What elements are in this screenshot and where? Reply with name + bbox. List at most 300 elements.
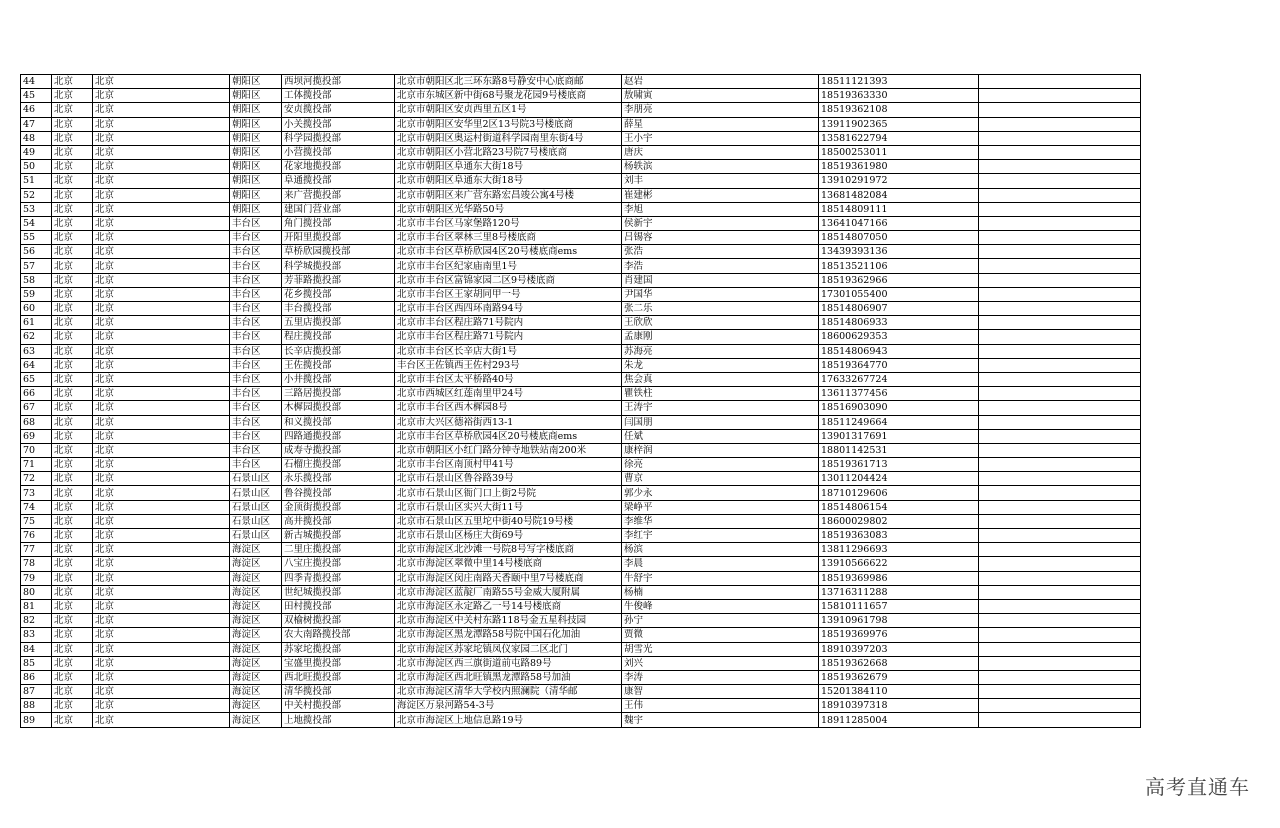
station-cell: 芳菲路揽投部	[282, 273, 395, 287]
phone-cell: 13811296693	[819, 543, 979, 557]
table-row	[21, 699, 1141, 713]
city-cell: 北京	[93, 302, 230, 316]
phone-cell: 18801142531	[819, 443, 979, 457]
province-cell: 北京	[52, 401, 93, 415]
province-cell: 北京	[52, 117, 93, 131]
district-cell: 海淀区	[230, 599, 282, 613]
table-row	[21, 372, 1141, 386]
contact-cell: 李维华	[622, 514, 819, 528]
address-cell: 北京市朝阳区北三环东路8号静安中心底商邮	[395, 75, 622, 89]
row-number-cell: 55	[21, 231, 52, 245]
row-number-cell: 50	[21, 160, 52, 174]
address-cell: 北京市大兴区德裕街西13-1	[395, 415, 622, 429]
district-cell: 石景山区	[230, 514, 282, 528]
station-cell: 和义揽投部	[282, 415, 395, 429]
district-cell: 朝阳区	[230, 75, 282, 89]
table-row	[21, 75, 1141, 89]
table-row	[21, 103, 1141, 117]
city-cell: 北京	[93, 415, 230, 429]
city-cell: 北京	[93, 330, 230, 344]
city-cell: 北京	[93, 231, 230, 245]
row-number-cell: 87	[21, 685, 52, 699]
phone-cell: 13681482084	[819, 188, 979, 202]
row-number-cell: 81	[21, 599, 52, 613]
city-cell: 北京	[93, 614, 230, 628]
row-number-cell: 79	[21, 571, 52, 585]
contact-cell: 王伟	[622, 699, 819, 713]
row-number-cell: 85	[21, 656, 52, 670]
table-row	[21, 216, 1141, 230]
contact-cell: 杨楠	[622, 585, 819, 599]
note-cell	[979, 145, 1141, 159]
phone-cell: 18516903090	[819, 401, 979, 415]
contact-cell: 郭少永	[622, 486, 819, 500]
address-cell: 北京市海淀区上地信息路19号	[395, 713, 622, 727]
province-cell: 北京	[52, 160, 93, 174]
province-cell: 北京	[52, 344, 93, 358]
contact-cell: 侯新宇	[622, 216, 819, 230]
address-cell: 北京市石景山区杨庄大街69号	[395, 529, 622, 543]
phone-cell: 18911285004	[819, 713, 979, 727]
note-cell	[979, 656, 1141, 670]
row-number-cell: 76	[21, 529, 52, 543]
district-cell: 石景山区	[230, 472, 282, 486]
address-cell: 北京市朝阳区光华路50号	[395, 202, 622, 216]
phone-cell: 17633267724	[819, 372, 979, 386]
row-number-cell: 59	[21, 287, 52, 301]
contact-cell: 王涛宇	[622, 401, 819, 415]
station-cell: 开阳里揽投部	[282, 231, 395, 245]
address-cell: 北京市海淀区永定路乙一号14号楼底商	[395, 599, 622, 613]
contact-cell: 胡雪光	[622, 642, 819, 656]
row-number-cell: 71	[21, 458, 52, 472]
district-cell: 海淀区	[230, 642, 282, 656]
district-cell: 朝阳区	[230, 117, 282, 131]
address-cell: 北京市丰台区马家堡路120号	[395, 216, 622, 230]
address-cell: 北京市朝阳区奥运村街道科学园南里东街4号	[395, 131, 622, 145]
station-cell: 四季青揽投部	[282, 571, 395, 585]
row-number-cell: 53	[21, 202, 52, 216]
table-row	[21, 330, 1141, 344]
city-cell: 北京	[93, 372, 230, 386]
district-cell: 丰台区	[230, 302, 282, 316]
district-cell: 丰台区	[230, 216, 282, 230]
row-number-cell: 60	[21, 302, 52, 316]
table-row	[21, 529, 1141, 543]
note-cell	[979, 599, 1141, 613]
note-cell	[979, 514, 1141, 528]
address-cell: 北京市海淀区清华大学校内照澜院（清华邮	[395, 685, 622, 699]
district-cell: 丰台区	[230, 443, 282, 457]
phone-cell: 18519361713	[819, 458, 979, 472]
district-cell: 海淀区	[230, 585, 282, 599]
phone-cell: 18514806943	[819, 344, 979, 358]
note-cell	[979, 75, 1141, 89]
district-cell: 丰台区	[230, 358, 282, 372]
address-cell: 北京市海淀区蓝靛厂南路55号金威大厦附属	[395, 585, 622, 599]
district-cell: 丰台区	[230, 458, 282, 472]
table-row	[21, 599, 1141, 613]
row-number-cell: 89	[21, 713, 52, 727]
phone-cell: 17301055400	[819, 287, 979, 301]
phone-cell: 18511249664	[819, 415, 979, 429]
phone-cell: 13581622794	[819, 131, 979, 145]
note-cell	[979, 231, 1141, 245]
phone-cell: 13011204424	[819, 472, 979, 486]
district-cell: 朝阳区	[230, 188, 282, 202]
city-cell: 北京	[93, 358, 230, 372]
table-body	[21, 75, 1141, 728]
note-cell	[979, 344, 1141, 358]
phone-cell: 18513521106	[819, 259, 979, 273]
phone-cell: 18519363330	[819, 89, 979, 103]
province-cell: 北京	[52, 670, 93, 684]
phone-cell: 18519364770	[819, 358, 979, 372]
note-cell	[979, 685, 1141, 699]
district-cell: 朝阳区	[230, 89, 282, 103]
phone-cell: 18514806907	[819, 302, 979, 316]
district-cell: 丰台区	[230, 245, 282, 259]
contact-cell: 梁峥平	[622, 500, 819, 514]
note-cell	[979, 458, 1141, 472]
city-cell: 北京	[93, 585, 230, 599]
table-row	[21, 316, 1141, 330]
contact-cell: 康梓润	[622, 443, 819, 457]
city-cell: 北京	[93, 75, 230, 89]
province-cell: 北京	[52, 372, 93, 386]
address-cell: 北京市丰台区西木樨园8号	[395, 401, 622, 415]
contact-cell: 张浩	[622, 245, 819, 259]
note-cell	[979, 699, 1141, 713]
district-cell: 朝阳区	[230, 145, 282, 159]
station-cell: 石榴庄揽投部	[282, 458, 395, 472]
district-cell: 海淀区	[230, 557, 282, 571]
row-number-cell: 44	[21, 75, 52, 89]
province-cell: 北京	[52, 642, 93, 656]
contact-cell: 苏海亮	[622, 344, 819, 358]
contact-cell: 王小宇	[622, 131, 819, 145]
station-cell: 双榆树揽投部	[282, 614, 395, 628]
station-cell: 苏家坨揽投部	[282, 642, 395, 656]
phone-cell: 18519362668	[819, 656, 979, 670]
row-number-cell: 48	[21, 131, 52, 145]
province-cell: 北京	[52, 273, 93, 287]
contact-cell: 孟康刚	[622, 330, 819, 344]
address-cell: 北京市石景山区实兴大街11号	[395, 500, 622, 514]
district-cell: 丰台区	[230, 401, 282, 415]
note-cell	[979, 103, 1141, 117]
province-cell: 北京	[52, 529, 93, 543]
note-cell	[979, 614, 1141, 628]
city-cell: 北京	[93, 89, 230, 103]
station-cell: 金顶街揽投部	[282, 500, 395, 514]
city-cell: 北京	[93, 472, 230, 486]
station-cell: 角门揽投部	[282, 216, 395, 230]
city-cell: 北京	[93, 316, 230, 330]
station-cell: 工体揽投部	[282, 89, 395, 103]
address-cell: 北京市丰台区翠林三里8号楼底商	[395, 231, 622, 245]
contact-cell: 张二乐	[622, 302, 819, 316]
city-cell: 北京	[93, 642, 230, 656]
city-cell: 北京	[93, 458, 230, 472]
district-cell: 丰台区	[230, 387, 282, 401]
province-cell: 北京	[52, 500, 93, 514]
data-table	[20, 74, 1141, 728]
row-number-cell: 83	[21, 628, 52, 642]
phone-cell: 13611377456	[819, 387, 979, 401]
address-cell: 北京市丰台区王家胡同甲一号	[395, 287, 622, 301]
table-row	[21, 415, 1141, 429]
city-cell: 北京	[93, 699, 230, 713]
row-number-cell: 80	[21, 585, 52, 599]
contact-cell: 贾微	[622, 628, 819, 642]
province-cell: 北京	[52, 415, 93, 429]
station-cell: 永乐揽投部	[282, 472, 395, 486]
city-cell: 北京	[93, 245, 230, 259]
station-cell: 清华揽投部	[282, 685, 395, 699]
row-number-cell: 70	[21, 443, 52, 457]
table-row	[21, 202, 1141, 216]
contact-cell: 任斌	[622, 429, 819, 443]
station-cell: 西坝河揽投部	[282, 75, 395, 89]
address-cell: 北京市东城区新中街68号聚龙花园9号楼底商	[395, 89, 622, 103]
note-cell	[979, 429, 1141, 443]
note-cell	[979, 415, 1141, 429]
city-cell: 北京	[93, 273, 230, 287]
city-cell: 北京	[93, 287, 230, 301]
note-cell	[979, 216, 1141, 230]
table-row	[21, 656, 1141, 670]
note-cell	[979, 401, 1141, 415]
station-cell: 草桥欣园揽投部	[282, 245, 395, 259]
address-cell: 北京市石景山区衙门口上街2号院	[395, 486, 622, 500]
province-cell: 北京	[52, 458, 93, 472]
station-cell: 花家地揽投部	[282, 160, 395, 174]
address-cell: 北京市丰台区南顶村甲41号	[395, 458, 622, 472]
contact-cell: 闫国朋	[622, 415, 819, 429]
row-number-cell: 78	[21, 557, 52, 571]
row-number-cell: 65	[21, 372, 52, 386]
district-cell: 石景山区	[230, 500, 282, 514]
province-cell: 北京	[52, 656, 93, 670]
row-number-cell: 75	[21, 514, 52, 528]
city-cell: 北京	[93, 543, 230, 557]
city-cell: 北京	[93, 103, 230, 117]
phone-cell: 13439393136	[819, 245, 979, 259]
row-number-cell: 74	[21, 500, 52, 514]
address-cell: 北京市海淀区闵庄南路天香颐中里7号楼底商	[395, 571, 622, 585]
table-row	[21, 273, 1141, 287]
city-cell: 北京	[93, 117, 230, 131]
table-row	[21, 160, 1141, 174]
station-cell: 成寿寺揽投部	[282, 443, 395, 457]
district-cell: 丰台区	[230, 316, 282, 330]
city-cell: 北京	[93, 145, 230, 159]
district-cell: 海淀区	[230, 685, 282, 699]
note-cell	[979, 642, 1141, 656]
row-number-cell: 56	[21, 245, 52, 259]
table-row	[21, 188, 1141, 202]
note-cell	[979, 131, 1141, 145]
contact-cell: 曹京	[622, 472, 819, 486]
contact-cell: 李红宇	[622, 529, 819, 543]
city-cell: 北京	[93, 202, 230, 216]
city-cell: 北京	[93, 557, 230, 571]
row-number-cell: 86	[21, 670, 52, 684]
address-cell: 北京市丰台区西四环南路94号	[395, 302, 622, 316]
city-cell: 北京	[93, 514, 230, 528]
contact-cell: 徐亮	[622, 458, 819, 472]
contact-cell: 康智	[622, 685, 819, 699]
contact-cell: 尹国华	[622, 287, 819, 301]
note-cell	[979, 174, 1141, 188]
phone-cell: 18710129606	[819, 486, 979, 500]
phone-cell: 18519362679	[819, 670, 979, 684]
contact-cell: 刘丰	[622, 174, 819, 188]
table-row	[21, 642, 1141, 656]
table-row	[21, 401, 1141, 415]
province-cell: 北京	[52, 429, 93, 443]
station-cell: 中关村揽投部	[282, 699, 395, 713]
phone-cell: 13910961798	[819, 614, 979, 628]
province-cell: 北京	[52, 245, 93, 259]
note-cell	[979, 529, 1141, 543]
district-cell: 丰台区	[230, 415, 282, 429]
note-cell	[979, 500, 1141, 514]
province-cell: 北京	[52, 685, 93, 699]
row-number-cell: 57	[21, 259, 52, 273]
phone-cell: 18519363083	[819, 529, 979, 543]
row-number-cell: 46	[21, 103, 52, 117]
district-cell: 海淀区	[230, 713, 282, 727]
address-cell: 北京市丰台区程庄路71号院内	[395, 330, 622, 344]
province-cell: 北京	[52, 387, 93, 401]
note-cell	[979, 287, 1141, 301]
table-row	[21, 472, 1141, 486]
row-number-cell: 69	[21, 429, 52, 443]
address-cell: 北京市朝阳区阜通东大街18号	[395, 160, 622, 174]
station-cell: 木樨园揽投部	[282, 401, 395, 415]
address-cell: 北京市朝阳区小营北路23号院7号楼底商	[395, 145, 622, 159]
row-number-cell: 88	[21, 699, 52, 713]
row-number-cell: 68	[21, 415, 52, 429]
city-cell: 北京	[93, 188, 230, 202]
note-cell	[979, 330, 1141, 344]
note-cell	[979, 245, 1141, 259]
station-cell: 王佐揽投部	[282, 358, 395, 372]
district-cell: 丰台区	[230, 330, 282, 344]
row-number-cell: 58	[21, 273, 52, 287]
station-cell: 新古城揽投部	[282, 529, 395, 543]
table-row	[21, 245, 1141, 259]
row-number-cell: 66	[21, 387, 52, 401]
table-row	[21, 713, 1141, 727]
row-number-cell: 47	[21, 117, 52, 131]
row-number-cell: 54	[21, 216, 52, 230]
province-cell: 北京	[52, 557, 93, 571]
address-cell: 北京市海淀区西北旺镇黑龙潭路58号加油	[395, 670, 622, 684]
address-cell: 北京市朝阳区安华里2区13号院3号楼底商	[395, 117, 622, 131]
address-cell: 丰台区王佐镇西王佐村293号	[395, 358, 622, 372]
contact-cell: 李朋亮	[622, 103, 819, 117]
note-cell	[979, 302, 1141, 316]
city-cell: 北京	[93, 429, 230, 443]
station-cell: 来广营揽投部	[282, 188, 395, 202]
table-row	[21, 685, 1141, 699]
phone-cell: 18600629353	[819, 330, 979, 344]
province-cell: 北京	[52, 699, 93, 713]
table-row	[21, 571, 1141, 585]
note-cell	[979, 259, 1141, 273]
contact-cell: 王欣欣	[622, 316, 819, 330]
row-number-cell: 73	[21, 486, 52, 500]
province-cell: 北京	[52, 614, 93, 628]
station-cell: 花乡揽投部	[282, 287, 395, 301]
row-number-cell: 49	[21, 145, 52, 159]
phone-cell: 18519361980	[819, 160, 979, 174]
province-cell: 北京	[52, 571, 93, 585]
city-cell: 北京	[93, 628, 230, 642]
table-row	[21, 302, 1141, 316]
address-cell: 北京市朝阳区安贞西里五区1号	[395, 103, 622, 117]
contact-cell: 崔建彬	[622, 188, 819, 202]
watermark-text: 高考直通车	[1145, 775, 1250, 799]
address-cell: 北京市海淀区西三旗街道前屯路89号	[395, 656, 622, 670]
contact-cell: 李浩	[622, 259, 819, 273]
city-cell: 北京	[93, 529, 230, 543]
city-cell: 北京	[93, 259, 230, 273]
province-cell: 北京	[52, 231, 93, 245]
address-cell: 北京市海淀区中关村东路118号金五星科技园	[395, 614, 622, 628]
address-cell: 北京市海淀区北沙滩一号院8号写字楼底商	[395, 543, 622, 557]
station-cell: 长辛店揽投部	[282, 344, 395, 358]
contact-cell: 薛星	[622, 117, 819, 131]
table-row	[21, 89, 1141, 103]
table-row	[21, 231, 1141, 245]
district-cell: 海淀区	[230, 699, 282, 713]
province-cell: 北京	[52, 145, 93, 159]
phone-cell: 18500253011	[819, 145, 979, 159]
contact-cell: 敖啸寅	[622, 89, 819, 103]
city-cell: 北京	[93, 131, 230, 145]
province-cell: 北京	[52, 316, 93, 330]
table-row	[21, 131, 1141, 145]
district-cell: 海淀区	[230, 543, 282, 557]
district-cell: 丰台区	[230, 287, 282, 301]
phone-cell: 13910291972	[819, 174, 979, 188]
province-cell: 北京	[52, 188, 93, 202]
province-cell: 北京	[52, 443, 93, 457]
city-cell: 北京	[93, 216, 230, 230]
district-cell: 丰台区	[230, 372, 282, 386]
station-cell: 鲁谷揽投部	[282, 486, 395, 500]
district-cell: 丰台区	[230, 344, 282, 358]
note-cell	[979, 543, 1141, 557]
phone-cell: 18511121393	[819, 75, 979, 89]
row-number-cell: 84	[21, 642, 52, 656]
phone-cell: 18519369976	[819, 628, 979, 642]
table-row	[21, 514, 1141, 528]
province-cell: 北京	[52, 174, 93, 188]
province-cell: 北京	[52, 216, 93, 230]
district-cell: 朝阳区	[230, 103, 282, 117]
phone-cell: 18910397318	[819, 699, 979, 713]
city-cell: 北京	[93, 344, 230, 358]
station-cell: 小营揽投部	[282, 145, 395, 159]
station-cell: 五里店揽投部	[282, 316, 395, 330]
district-cell: 朝阳区	[230, 160, 282, 174]
note-cell	[979, 372, 1141, 386]
